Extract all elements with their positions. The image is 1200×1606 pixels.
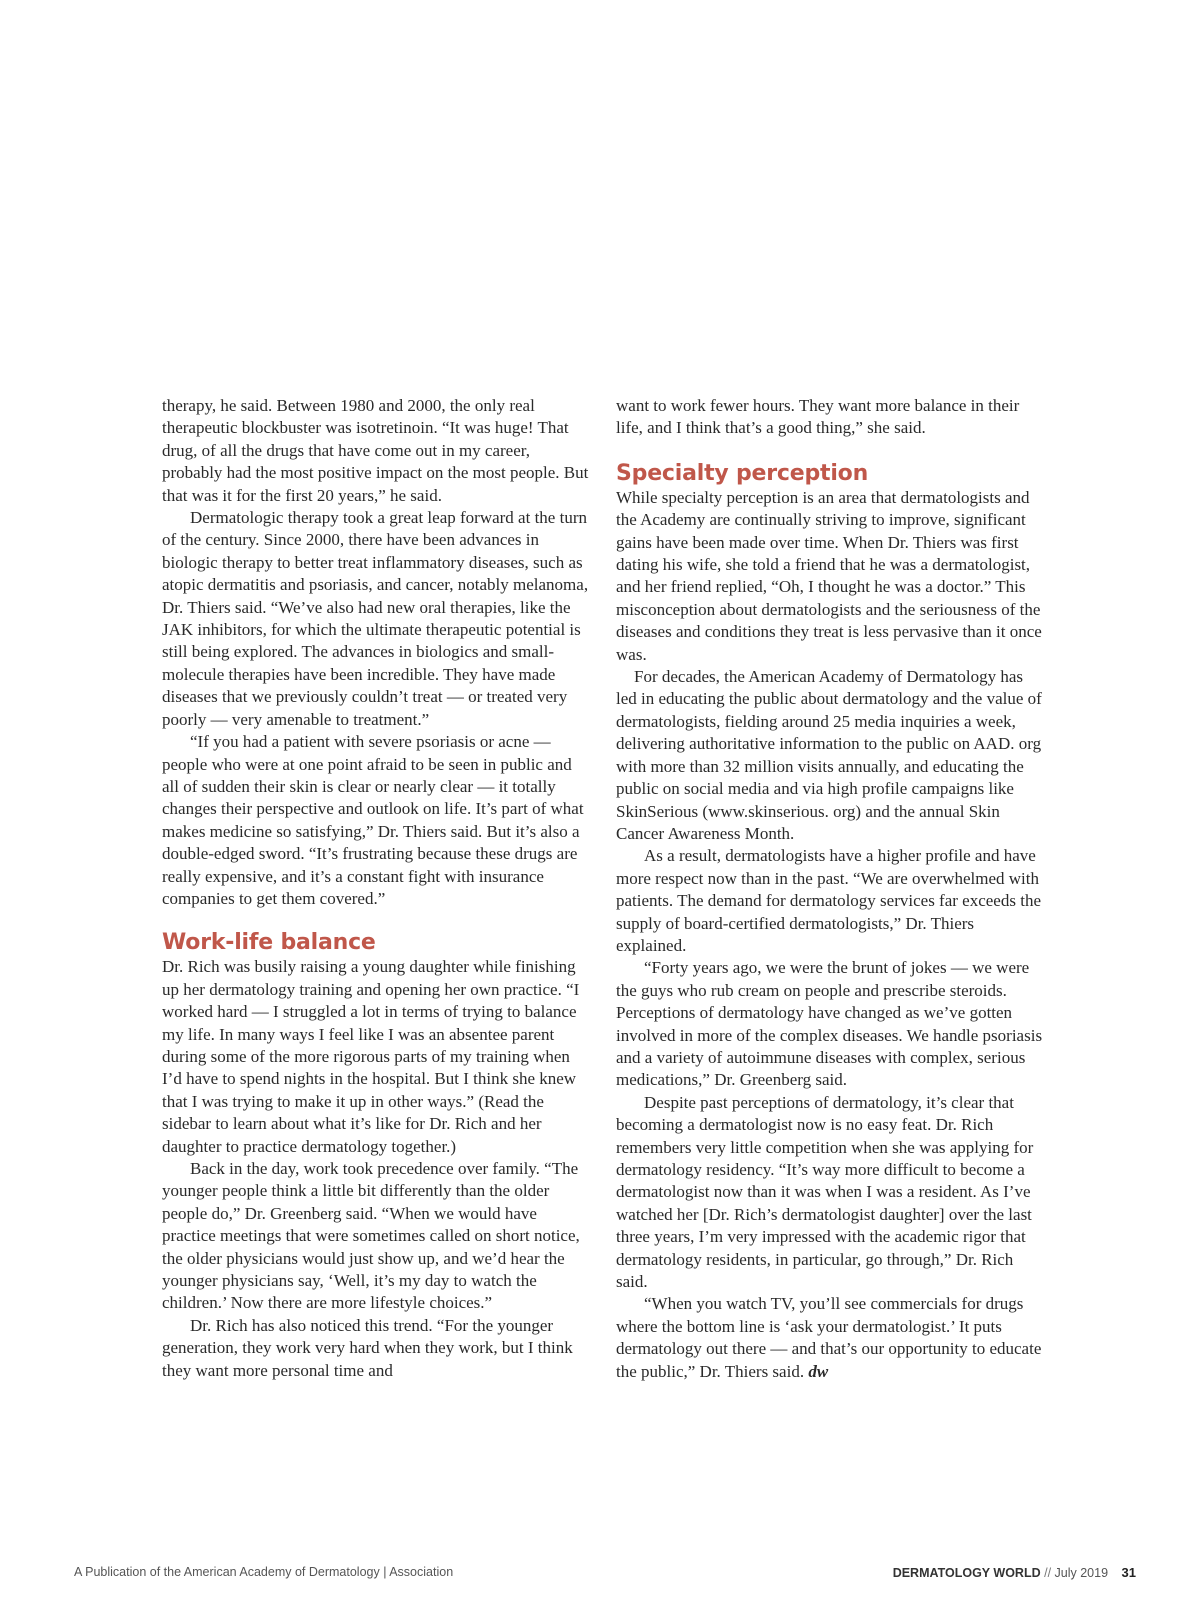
right-paragraph-3: For decades, the American Academy of Dermatology has led in educating the public about dermatology and the value of dermatologists, fielding around 25 media inquiries a week, delivering authoritative information to the public on AAD. org with more than 32 million visits annually, and educating the public on social media and via high profile campaigns like SkinSerious (www.skinserious. org) and the annual Skin Cancer Awareness Month. <box>616 667 1042 843</box>
end-signoff: dw <box>808 1361 829 1381</box>
page-number: 31 <box>1121 1565 1136 1580</box>
left-paragraph-1: therapy, he said. Between 1980 and 2000, the only real therapeutic blockbuster was isotretinoin. “It was huge! That drug, of all the drugs that have come out in my career, probably had the most positive impact on the most people. But that was it for the first 20 years,” he said. <box>162 396 589 505</box>
right-paragraph-7 <box>616 1293 1046 1383</box>
right-paragraph-4: As a result, dermatologists have a higher profile and have more respect now than in the past. “We are overwhelmed with patients. The demand for dermatology services far exceeds the supply of board-certified dermatologists,” Dr. Thiers explained. <box>616 846 1041 955</box>
left-paragraph-2: Dermatologic therapy took a great leap forward at the turn of the century. Since 2000, there have been advances in biologic therapy to better treat inflammatory diseases, such as atopic dermatitis and psoriasis, and cancer, notably melanoma, Dr. Thiers said. “We’ve also had new oral therapies, like the JAK inhibitors, for which the ultimate therapeutic potential is still being explored. The advances in biologics and small-molecule therapies have been incredible. They have made diseases that we previously couldn’t treat — or treated very poorly — very amenable to treatment.” <box>162 508 589 729</box>
left-paragraph-3: “If you had a patient with severe psoriasis or acne — people who were at one point afraid to be seen in public and all of sudden their skin is clear or nearly clear — it totally changes their perspective and outlook on life. It’s part of what makes medicine so satisfying,” Dr. Thiers said. But it’s also a double-edged sword. “It’s frustrating because these drugs are really expensive, and it’s a constant fight with insurance companies to get them covered.” <box>162 732 584 908</box>
closing-quote-text: “When you watch TV, you’ll see commercials for drugs where the bottom line is ‘ask your dermatologist.’ It puts dermatology out there — and that’s our opportunity to educate the public,” Dr. Thiers said. <box>616 1294 1042 1381</box>
left-paragraph-4: Dr. Rich was busily raising a young daughter while finishing up her dermatology training and opening her own practice. “I worked hard — I struggled a lot in terms of trying to balance my life. In many ways I feel like I was an absentee parent during some of the more rigorous parts of my training when I’d have to spend nights in the hospital. But I think she knew that I was trying to make it up in other ways.” (Read the sidebar to learn about what it’s like for Dr. Rich and her daughter to practice dermatology together.) <box>162 957 580 1156</box>
left-paragraph-5: Back in the day, work took precedence over family. “The younger people think a little bit differently than the older people do,” Dr. Greenberg said. “When we would have practice meetings that were sometimes called on short notice, the older physicians would just show up, and we’d hear the younger physicians say, ‘Well, it’s my day to watch the children.’ Now there are more lifestyle choices.” <box>162 1159 580 1313</box>
left-column <box>162 395 590 1382</box>
right-paragraph-6: Despite past perceptions of dermatology, it’s clear that becoming a dermatologist now is no easy feat. Dr. Rich remembers very little competition when she was applying for dermatology residency. “It’s way more difficult to become a dermatologist now than it was when I was a resident. As I’ve watched her [Dr. Rich’s dermatologist daughter] over the last three years, I’m very impressed with the academic rigor that dermatology residents, in particular, go through,” Dr. Rich said. <box>616 1092 1034 1292</box>
magazine-name: DERMATOLOGY WORLD <box>892 1566 1041 1580</box>
right-paragraph-2: While specialty perception is an area that dermatologists and the Academy are continually striving to improve, significant gains have been made over time. When Dr. Thiers was first dating his wife, she told a friend that he was a dermatologist, and her friend replied, “Oh, I thought he was a doctor.” This misconception about dermatologists and the seriousness of the diseases and conditions they treat is less pervasive than it once was. <box>616 487 1042 664</box>
work-life-balance-heading: Work-life balance <box>162 930 376 956</box>
folio-separator: // <box>1044 1566 1052 1580</box>
footer-publication: A Publication of the American Academy of Dermatology | Association <box>74 1565 454 1579</box>
right-paragraph-1: want to work fewer hours. They want more balance in their life, and I think that’s a good thing,” she said. <box>616 396 1020 438</box>
footer-folio <box>893 1565 1136 1580</box>
right-column <box>616 395 1046 1383</box>
right-paragraph-5: “Forty years ago, we were the brunt of jokes — we were the guys who rub cream on people and prescribe steroids. Perceptions of dermatology have changed as we’ve gotten involved in more of the complex diseases. We handle psoriasis and a variety of autoimmune diseases with complex, serious medications,” Dr. Greenberg said. <box>616 958 1043 1090</box>
issue-date: July 2019 <box>1054 1566 1109 1580</box>
specialty-perception-heading: Specialty perception <box>616 460 869 486</box>
left-paragraph-6: Dr. Rich has also noticed this trend. “For the younger generation, they work very hard when they work, but I think they want more personal time and <box>162 1315 573 1380</box>
